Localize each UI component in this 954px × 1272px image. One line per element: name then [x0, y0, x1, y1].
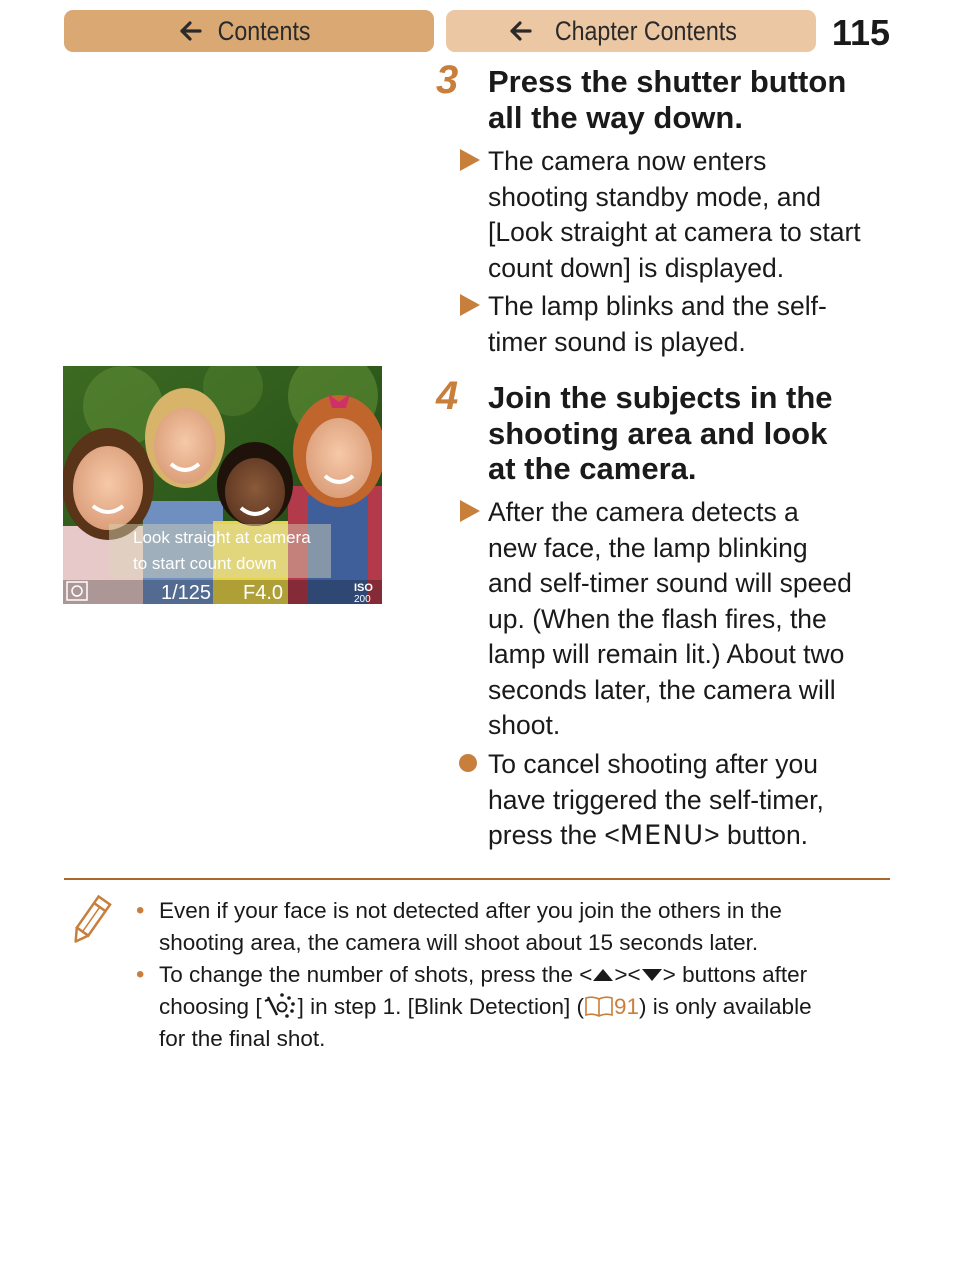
screen-shutter: 1/125	[161, 582, 212, 604]
bullet-line: The lamp blinks and the self-	[488, 291, 827, 321]
step-number-4: 4	[436, 374, 459, 418]
note-text: ] in step 1. [Blink Detection] (	[297, 994, 584, 1019]
note-line: Even if your face is not detected after you join the others in the	[159, 898, 782, 923]
note-text: To change the number of shots, press the <	[159, 962, 593, 987]
step-3-title-line: all the way down.	[488, 99, 743, 135]
note-bullet: •	[136, 961, 145, 988]
note-text: choosing [	[159, 994, 262, 1019]
circle-bullet-icon	[458, 751, 482, 775]
arrow-left-icon	[180, 20, 202, 42]
triangle-bullet-icon	[458, 148, 482, 172]
bullet-line: lamp will remain lit.) About two	[488, 639, 845, 669]
bullet-line: new face, the lamp blinking	[488, 532, 808, 563]
step-4-title	[488, 380, 833, 487]
note-text: ><	[614, 962, 641, 987]
bullet-line: [Look straight at camera to start	[488, 217, 861, 247]
contents-button[interactable]	[64, 10, 434, 52]
step-3-title-line: Press the shutter button	[488, 64, 847, 99]
note-line	[159, 991, 879, 1023]
family-photo-illustration	[63, 366, 382, 604]
camera-screen-photo	[63, 366, 382, 604]
bullet-line: up. (When the flash fires, the	[488, 603, 827, 634]
step-4-title-line: shooting area and look	[488, 415, 828, 451]
screen-message-line2: to start count down	[133, 554, 277, 573]
section-divider	[64, 878, 890, 880]
bullet-line	[488, 818, 898, 854]
bullet-text: press the <	[488, 820, 620, 850]
triangle-bullet-icon	[458, 499, 482, 523]
contents-label: Contents	[217, 15, 311, 46]
note-line	[159, 959, 879, 991]
note-text: ) is only available	[639, 994, 812, 1019]
pencil-icon	[66, 894, 114, 948]
note-line: shooting area, the camera will shoot about 15 seconds later.	[159, 930, 759, 955]
screen-iso-value: 200	[354, 594, 371, 604]
up-arrow-icon	[592, 968, 614, 982]
bullet-line: timer sound is played.	[488, 326, 746, 357]
chapter-contents-label: Chapter Contents	[555, 15, 737, 46]
step-3-title	[488, 64, 846, 135]
step-4-title-line: Join the subjects in the	[488, 380, 833, 415]
arrow-left-icon	[510, 20, 532, 42]
step-4-title-line: at the camera.	[488, 451, 697, 486]
face-self-timer-icon	[262, 992, 298, 1020]
screen-message-line1: Look straight at camera	[133, 528, 311, 547]
chapter-contents-button[interactable]	[446, 10, 816, 52]
bullet-line: and self-timer sound will speed	[488, 568, 852, 598]
down-arrow-icon	[641, 968, 663, 982]
bullet-line: The camera now enters	[488, 146, 767, 176]
page-number: 115	[831, 12, 890, 53]
book-icon	[584, 995, 614, 1017]
bullet-line: To cancel shooting after you	[488, 749, 818, 779]
step-number-3: 3	[436, 58, 459, 102]
bullet-line: shoot.	[488, 710, 561, 740]
note-line: for the final shot.	[159, 1026, 326, 1051]
bullet-text: > button.	[704, 820, 809, 850]
bullet-line: After the camera detects a	[488, 497, 799, 527]
triangle-bullet-icon	[458, 293, 482, 317]
note-text: > buttons after	[662, 962, 808, 987]
screen-aperture: F4.0	[243, 582, 284, 604]
bullet-line: shooting standby mode, and	[488, 181, 821, 212]
page-reference-link[interactable]: 91	[613, 994, 639, 1019]
bullet-line: count down] is displayed.	[488, 252, 785, 283]
bullet-line: seconds later, the camera will	[488, 674, 836, 705]
note-bullet: •	[136, 897, 145, 924]
screen-iso-label: ISO	[354, 582, 373, 594]
bullet-line: have triggered the self-timer,	[488, 784, 824, 815]
menu-button-glyph: MENU	[619, 820, 705, 851]
